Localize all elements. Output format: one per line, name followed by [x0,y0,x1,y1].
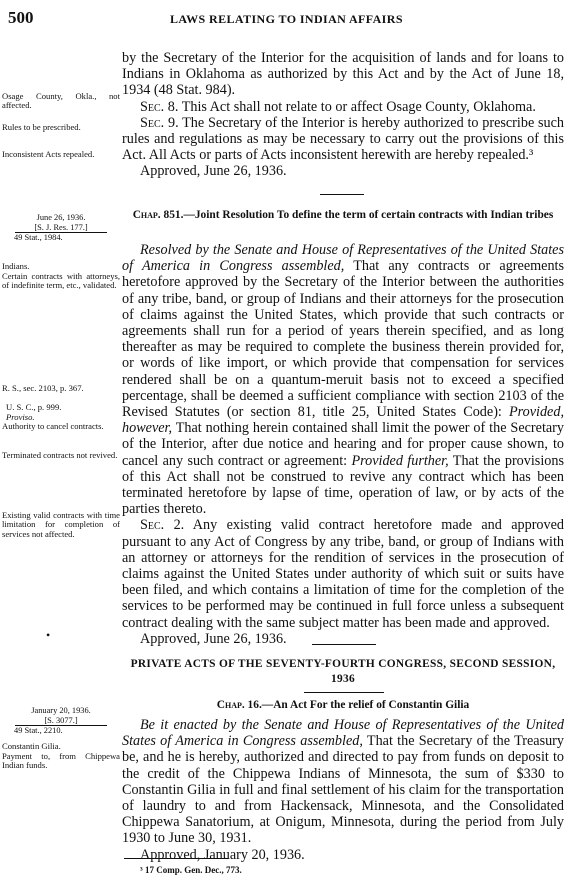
chap851-section-2 [122,517,564,630]
section-divider [312,644,376,645]
margin-note-gilia: Constantin Gilia. [2,741,61,751]
proviso-text: Provided further, [347,452,449,469]
margin-note-repealed: Inconsistent Acts repealed. [2,149,95,159]
resolution-number: [S. J. Res. 177.] [34,222,88,232]
section-continuation [122,50,564,180]
margin-note-rules: Rules to be prescribed. [2,122,81,132]
statute-cite: 49 Stat., 2210. [14,726,63,736]
approval-line: Approved, June 26, 1936. [140,630,287,647]
section-text: This Act shall not relate to or affect Osage County, Oklahoma. [178,98,536,115]
section-text: Any existing valid contract heretofore made and approved pursuant to any Act of Congress by any tribe, band, or group of Indians with an attorney or attorneys for the rendition of services in the prosecution of claims against the United States under authority of which suit or suits have been filed, and which contains a limitation of time for the completion of the services to be performed may be continued in full force unless a subsequent contract dealing with the same subject matter has been made and approved. [122,517,564,631]
margin-note-proviso: Proviso. [6,412,35,422]
section-label: Sec. 9. [140,114,179,131]
chapter-title-16 [122,699,564,712]
chapter-title-851 [122,209,564,222]
enacting-clause: Be it enacted by the Senate and House of Representatives of the United States of America in Congress assembled, [122,717,564,750]
paragraph-continuation: by the Secretary of the Interior for the acquisition of lands and for loans to Indians in Oklahoma as authorized by this Act and by the Act of June 18, 1934 (48 Stat. 984). [122,50,564,99]
enactment-date: June 26, 1936. [36,213,86,222]
chapter-label: Chap. 851. [132,209,184,221]
margin-note-usc: U. S. C., p. 999. [6,402,62,412]
running-head: LAWS RELATING TO INDIAN AFFAIRS [170,12,403,26]
enactment-date: January 20, 1936. [31,706,91,715]
section-text: The Secretary of the Interior is hereby authorized to prescribe such rules and regulations as may be necessary to carry out the provisions of this Act. All Acts or parts of Acts inconsistent herewith are hereby repealed.³ [122,114,565,164]
section-8 [122,99,564,115]
approval-line: Approved, January 20, 1936. [140,846,305,863]
margin-note-terminated: Terminated contracts not revived. [2,450,118,460]
margin-note-indians: Indians. [2,261,30,271]
enacting-clause: Resolved by the Senate and House of Representatives of the United States of America in Congress assembled, [122,242,564,275]
chap851-paragraph-1 [122,242,564,517]
section-label: Sec. 8. [140,98,179,115]
margin-note-osage: Osage County, Okla., not affected. [2,91,120,111]
chap851-body [122,242,564,647]
body-text: That the provisions of this Act shall not be construed to revive any contract which has been terminated heretofore by lapse of time, operation of law, or by acts of the parties thereto. [122,452,564,518]
body-text: That any contracts or agreements heretofore approved by the Secretary of the Interior between the authorities of any tribe, band, or group of Indians and their attorneys for the prosecution of claims against the United States, which provide that such contracts or agreements shall run for a period of years therein specified, and as long thereafter as may be required to complete the business therein provided for, or words of like import, or which provide that compensation for services rendered shall be on a quantum-meruit basis not to exceed a specified percentage, shall be deemed a sufficient compliance with section 2103 of the Revised Statutes (or section 81, title 25, United States Code): [122,258,564,421]
chap16-paragraph [122,717,564,847]
section-divider [320,194,364,195]
footnote-rule [124,858,228,859]
section-9 [122,115,564,164]
margin-note-payment: Payment to, from Chippewa Indian funds. [2,751,120,771]
margin-note-certain-contracts: Certain contracts with attorneys, of indefinite term, etc., validated. [2,271,120,291]
section-label: Sec. 2. [140,517,185,534]
footnote: ³ 17 Comp. Gen. Dec., 773. [140,865,242,875]
statute-cite: 49 Stat., 1984. [14,233,63,243]
body-text: That the Secretary of the Treasury be, and he is hereby, authorized and directed to pay from funds on deposit to the credit of the Chippewa Indians of Minnesota, the sum of $330 to Constantin Gilia in full and final settlement of his claim for the transportation of laundry to and from Hackensack, Minnesota, and the Consolidated Chippewa Sanatorium, at Onigum, Minnesota, during the period from July 1930 to June 30, 1931. [122,733,565,847]
section-divider [304,692,384,693]
bill-number: [S. 3077.] [44,715,78,725]
citation-chap16 [2,706,120,736]
proviso-text: Provided, however, [122,404,564,437]
approval-line: Approved, June 26, 1936. [140,163,287,180]
chapter-title-text: —An Act For the relief of Constantin Gilia [261,699,470,711]
chapter-label: Chap. 16. [216,699,262,711]
citation-chap851 [2,213,120,243]
body-text: That nothing herein contained shall limit the power of the Secretary of the Interior, after due notice and hearing and for proper cause shown, to cancel any such contract or agreement: [122,420,564,469]
chapter-title-text: —Joint Resolution To define the term of certain contracts with Indian tribes [183,209,554,221]
chap16-body [122,717,564,863]
margin-note-rs: R. S., sec. 2103, p. 367. [2,383,84,393]
private-acts-heading: PRIVATE ACTS OF THE SEVENTY-FOURTH CONGRESS, SECOND SESSION, 1936 [130,658,556,685]
margin-note-authority: Authority to cancel contracts. [2,421,104,431]
page-number: 500 [8,8,34,27]
margin-dot: • [46,628,51,642]
margin-note-existing: Existing valid contracts with time limitation for completion of services not affected. [2,510,120,539]
